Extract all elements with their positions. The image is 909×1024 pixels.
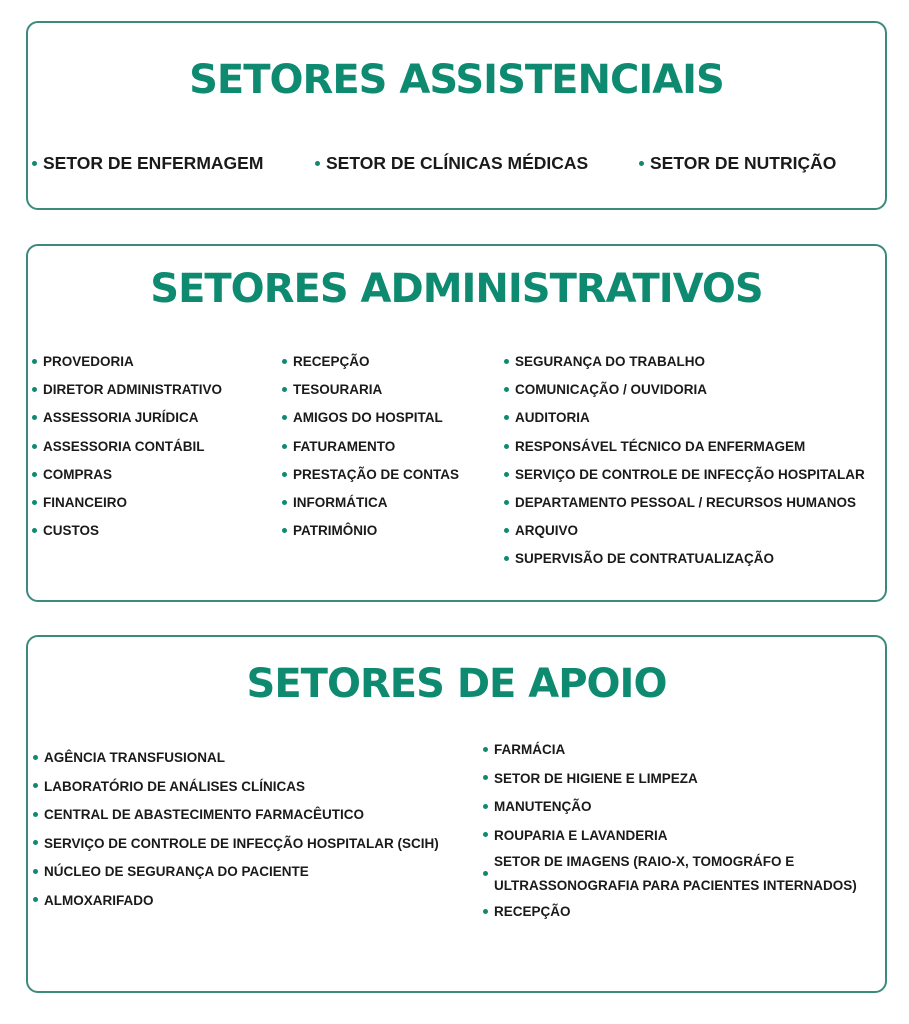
bullet-icon [504,528,509,533]
list-column [33,744,439,915]
list-item: FATURAMENTO [282,433,459,461]
bullet-icon [504,500,509,505]
bullet-icon [483,747,488,752]
section-setores-assistenciais [26,21,887,210]
section-title: SETORES ADMINISTRATIVOS [150,266,763,312]
bullet-icon [32,161,37,166]
list-item: PRESTAÇÃO DE CONTAS [282,461,459,489]
list-item: SUPERVISÃO DE CONTRATUALIZAÇÃO [504,545,865,573]
list-item: SETOR DE ENFERMAGEM [32,153,263,174]
list-item: ARQUIVO [504,517,865,545]
list-item: SERVIÇO DE CONTROLE DE INFECÇÃO HOSPITALAR [504,461,865,489]
list-item: DIRETOR ADMINISTRATIVO [32,376,222,404]
list-item: SEGURANÇA DO TRABALHO [504,348,865,376]
list-column [483,736,886,927]
list-item: FARMÁCIA [483,736,886,765]
bullet-icon [32,359,37,364]
bullet-icon [282,528,287,533]
list-item: RESPONSÁVEL TÉCNICO DA ENFERMAGEM [504,433,865,461]
bullet-icon [32,472,37,477]
bullet-icon [33,869,38,874]
bullet-icon [504,387,509,392]
bullet-icon [32,387,37,392]
list-item: SETOR DE CLÍNICAS MÉDICAS [315,153,588,174]
list-item: DEPARTAMENTO PESSOAL / RECURSOS HUMANOS [504,489,865,517]
list-item: NÚCLEO DE SEGURANÇA DO PACIENTE [33,858,439,887]
bullet-icon [282,387,287,392]
list-item: ALMOXARIFADO [33,887,439,916]
list-item: INFORMÁTICA [282,489,459,517]
list-item: TESOURARIA [282,376,459,404]
list-item: AMIGOS DO HOSPITAL [282,404,459,432]
bullet-icon [504,444,509,449]
list-item: SETOR DE IMAGENS (RAIO-X, TOMOGRÁFO E ULTRASSONOGRAFIA PARA PACIENTES INTERNADOS) [483,850,886,898]
section-setores-de-apoio [26,635,887,993]
list-item: FINANCEIRO [32,489,222,517]
bullet-icon [483,909,488,914]
list-item: CENTRAL DE ABASTECIMENTO FARMACÊUTICO [33,801,439,830]
bullet-icon [639,161,644,166]
bullet-icon [32,415,37,420]
bullet-icon [504,556,509,561]
list-item: PROVEDORIA [32,348,222,376]
bullet-icon [32,444,37,449]
list-item: ASSESSORIA CONTÁBIL [32,433,222,461]
bullet-icon [282,415,287,420]
bullet-icon [282,359,287,364]
bullet-icon [33,897,38,902]
bullet-icon [33,783,38,788]
bullet-icon [483,804,488,809]
list-item: ROUPARIA E LAVANDERIA [483,822,886,851]
list-item: ASSESSORIA JURÍDICA [32,404,222,432]
bullet-icon [483,775,488,780]
list-item: PATRIMÔNIO [282,517,459,545]
list-item: SETOR DE NUTRIÇÃO [639,153,836,174]
list-item: COMPRAS [32,461,222,489]
list-item: LABORATÓRIO DE ANÁLISES CLÍNICAS [33,773,439,802]
list-column [282,348,459,545]
section-title: SETORES ASSISTENCIAIS [189,57,724,103]
bullet-icon [504,359,509,364]
list-item: MANUTENÇÃO [483,793,886,822]
bullet-icon [504,415,509,420]
bullet-icon [33,812,38,817]
bullet-icon [483,871,488,876]
bullet-icon [32,500,37,505]
list-column [32,348,222,545]
bullet-icon [32,528,37,533]
bullet-icon [504,472,509,477]
bullet-icon [282,444,287,449]
list-item: AUDITORIA [504,404,865,432]
section-setores-administrativos [26,244,887,602]
list-item: COMUNICAÇÃO / OUVIDORIA [504,376,865,404]
list-item: RECEPÇÃO [483,898,886,927]
bullet-icon [282,472,287,477]
section-title: SETORES DE APOIO [246,661,667,707]
bullet-icon [282,500,287,505]
list-item: SERVIÇO DE CONTROLE DE INFECÇÃO HOSPITALAR (SCIH) [33,830,439,859]
list-item: SETOR DE HIGIENE E LIMPEZA [483,765,886,794]
list-column [504,348,865,574]
bullet-icon [483,832,488,837]
list-item: AGÊNCIA TRANSFUSIONAL [33,744,439,773]
list-item: CUSTOS [32,517,222,545]
bullet-icon [33,840,38,845]
bullet-icon [33,755,38,760]
bullet-icon [315,161,320,166]
list-item: RECEPÇÃO [282,348,459,376]
